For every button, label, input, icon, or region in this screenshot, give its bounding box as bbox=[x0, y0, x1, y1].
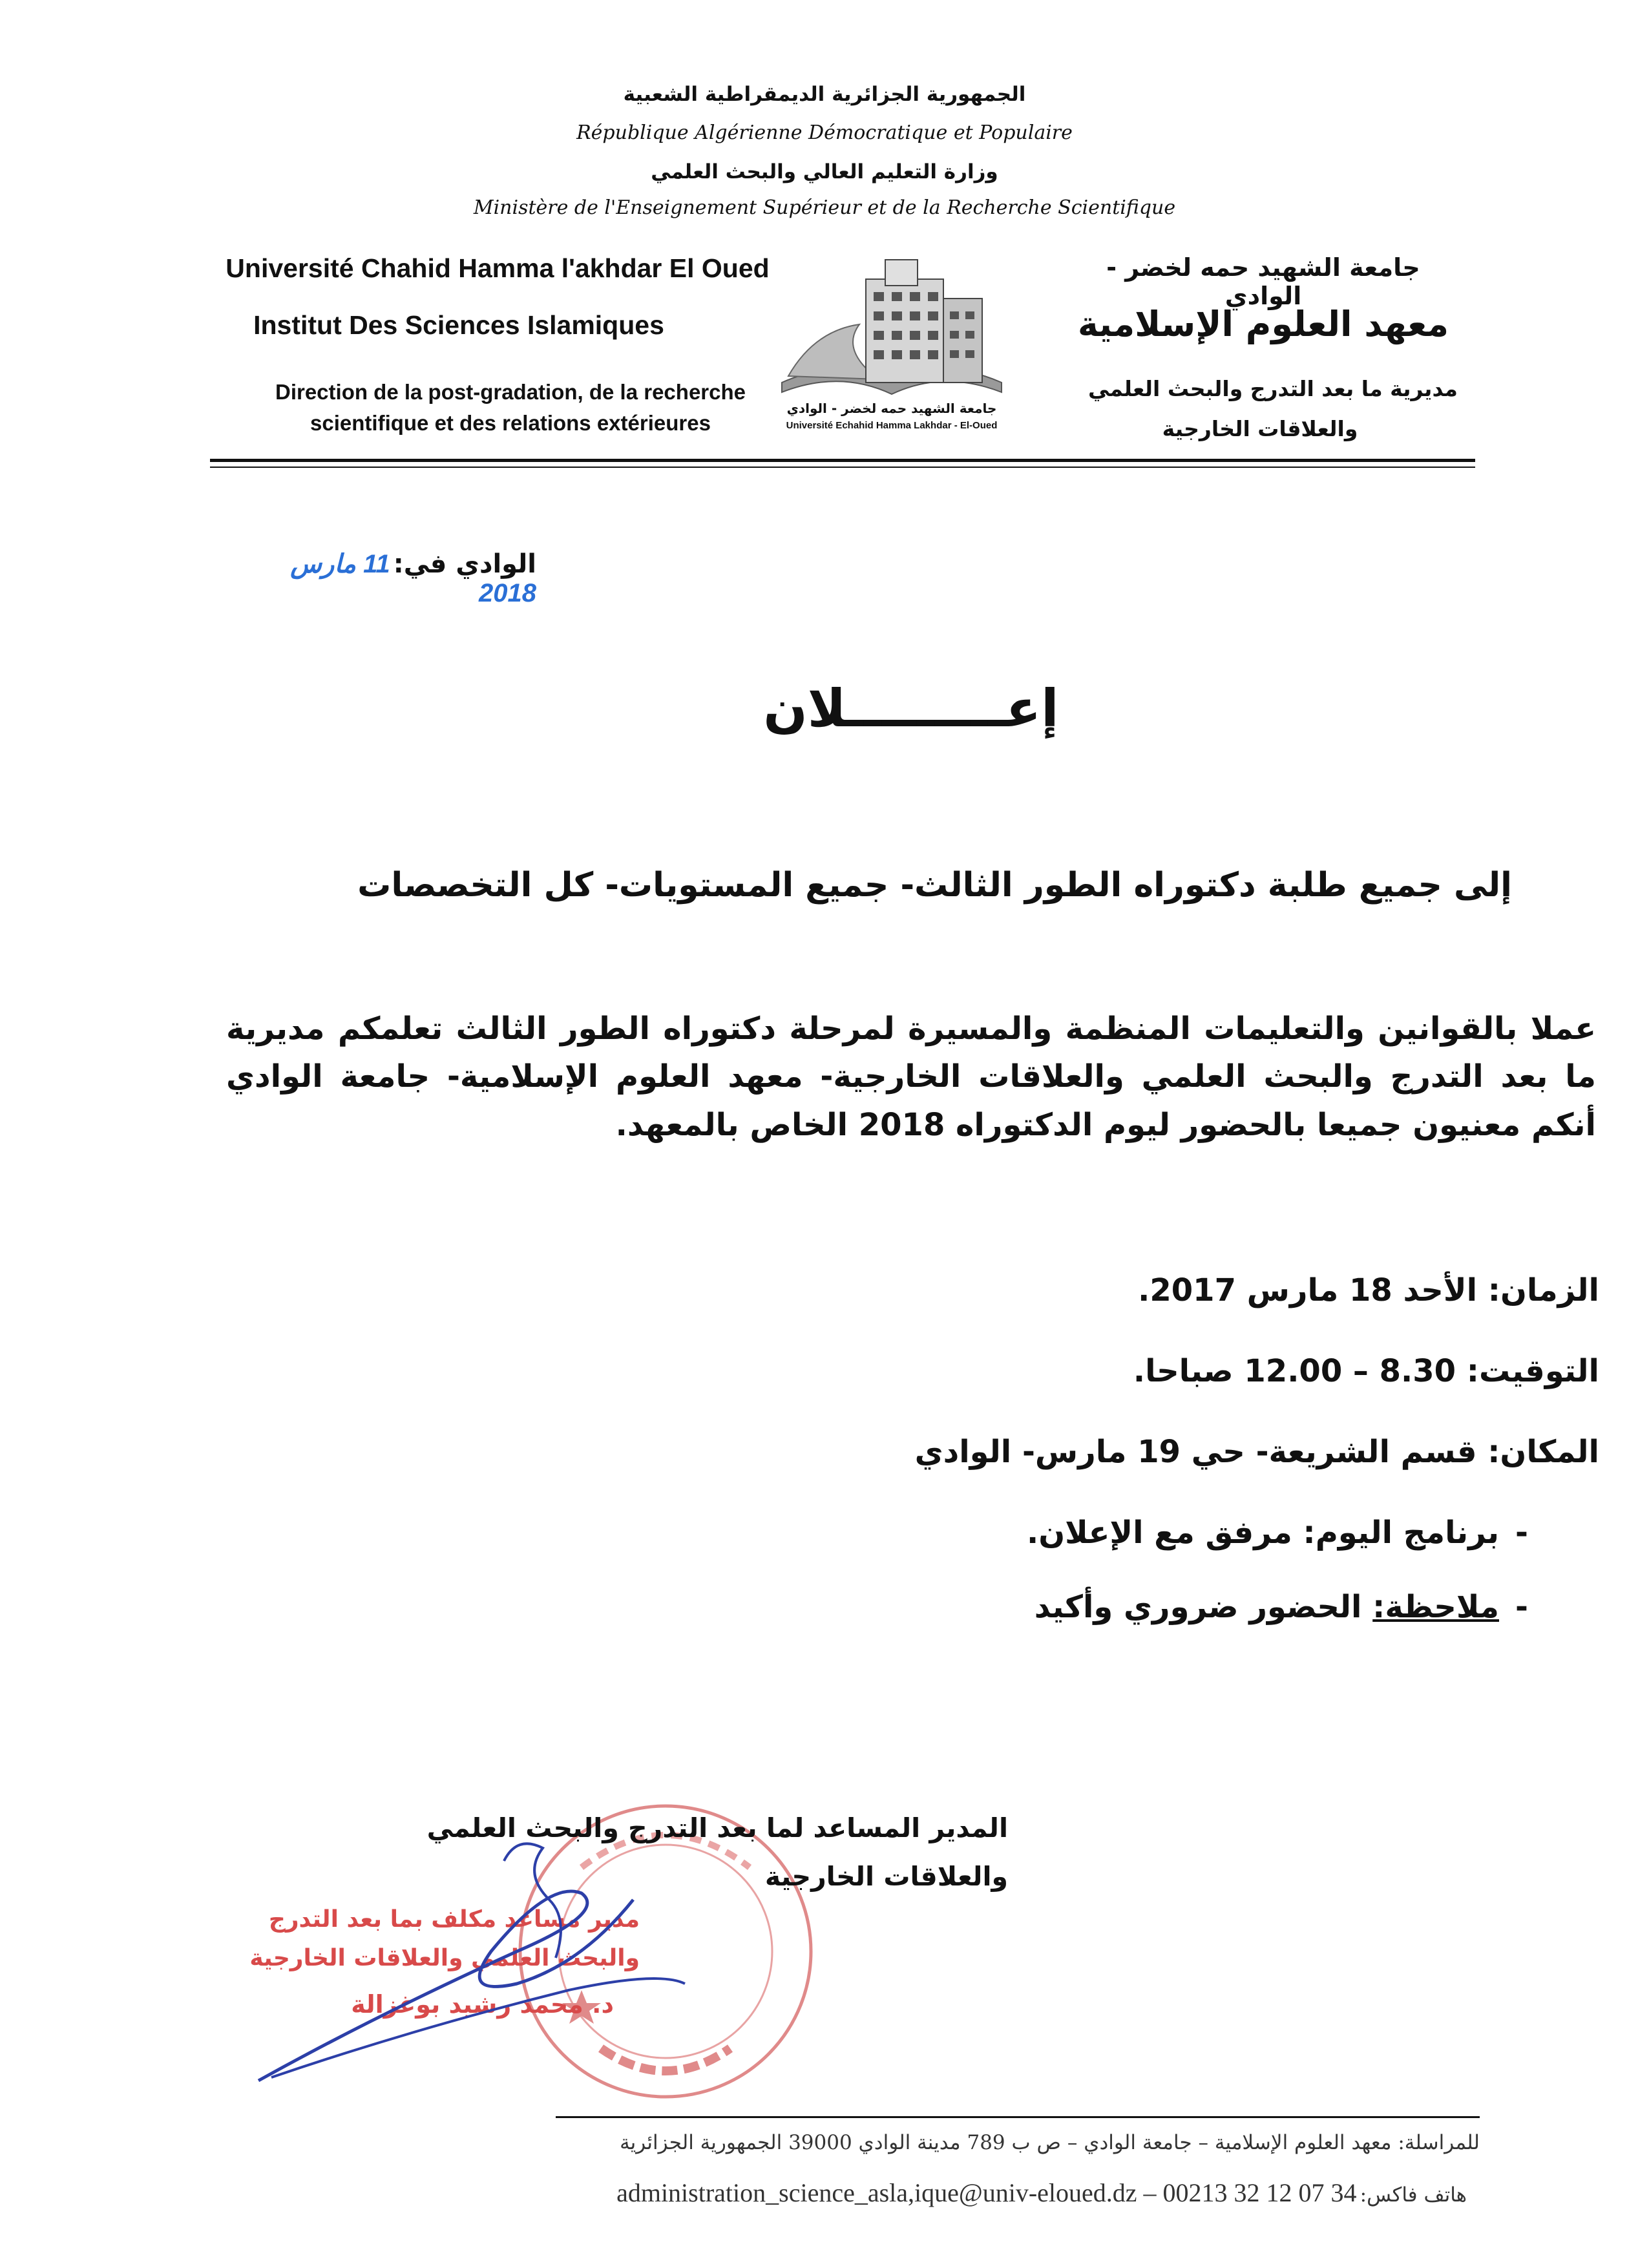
announcement-title: إعـــــــــلان bbox=[763, 678, 1059, 739]
time-label: الزمان: bbox=[1487, 1272, 1599, 1308]
bullet-program bbox=[646, 1512, 1544, 1554]
footer-rule bbox=[556, 2116, 1480, 2118]
bullet-note bbox=[646, 1586, 1544, 1628]
header-rule-thick bbox=[210, 459, 1475, 462]
body-paragraph: عملا بالقوانين والتعليمات المنظمة والمسيرة لمرحلة دكتوراه الطور الثالث تعلمكم مديرية ما بعد التدرج والبحث العلمي والعلاقات الخارجية- معهد العلوم الإسلامية- جامعة الوادي أنكم معنيون جميعا بالحضور ليوم الدكتوراه 2018 الخاص بالمعهد. bbox=[226, 1011, 1596, 1143]
detail-time bbox=[582, 1270, 1599, 1312]
note-value: الحضور ضروري وأكيد bbox=[1034, 1589, 1362, 1625]
logo-caption-french: Université Echahid Hamma Lakhdar - El-Oued bbox=[786, 420, 998, 431]
ministry-french: Ministère de l'Enseignement Supérieur et de la Recherche Scientifique bbox=[473, 196, 1176, 219]
ministry-arabic: وزارة التعليم العالي والبحث العلمي bbox=[651, 160, 998, 184]
note-label: ملاحظة: bbox=[1372, 1589, 1499, 1625]
handwritten-signature-icon bbox=[246, 1822, 698, 2094]
date-handwritten: 11 مارس 2018 bbox=[290, 550, 536, 607]
university-name-french: Université Chahid Hamma l'akhdar El Oued bbox=[226, 253, 770, 283]
institute-name-arabic: معهد العلوم الإسلامية bbox=[1077, 304, 1449, 344]
university-logo-icon bbox=[769, 253, 1014, 402]
republic-french: République Algérienne Démocratique et Populaire bbox=[576, 121, 1073, 144]
signatory-title-line-2: والعلاقات الخارجية bbox=[764, 1861, 1008, 1892]
direction-arabic-line-1: مديرية ما بعد التدرج والبحث العلمي bbox=[1088, 376, 1458, 401]
stamp-name: د. محمد رشيد بوغزالة bbox=[351, 1990, 614, 2019]
institute-name-french: Institut Des Sciences Islamiques bbox=[253, 310, 664, 340]
footer-contact-label: هاتف فاكس: bbox=[1360, 2183, 1467, 2207]
header-rule-thin bbox=[210, 467, 1475, 468]
bullet-dash: - bbox=[1515, 1515, 1528, 1551]
logo-caption-arabic: جامعة الشهيد حمه لخضر - الوادي bbox=[786, 401, 997, 416]
detail-place bbox=[582, 1431, 1599, 1473]
direction-french-line-1: Direction de la post-gradation, de la recherche bbox=[275, 380, 746, 404]
footer-contact: administration_science_asla,ique@univ-eloued.dz – 00213 32 12 07 34 bbox=[616, 2178, 1357, 2207]
recipients-line: إلى جميع طلبة دكتوراه الطور الثالث- جميع المستويات- كل التخصصات bbox=[357, 866, 1512, 905]
footer-address: للمراسلة: معهد العلوم الإسلامية – جامعة الوادي – ص ب 789 مدينة الوادي 39000 الجمهورية الجزائرية bbox=[620, 2131, 1480, 2154]
program-text: برنامج اليوم: مرفق مع الإعلان. bbox=[1026, 1515, 1499, 1551]
detail-hours bbox=[582, 1350, 1599, 1392]
time-value: الأحد 18 مارس 2017. bbox=[1138, 1272, 1478, 1308]
direction-french-line-2: scientifique et des relations extérieures bbox=[310, 411, 711, 435]
bullet-dash: - bbox=[1515, 1589, 1528, 1625]
republic-arabic: الجمهورية الجزائرية الديمقراطية الشعبية bbox=[623, 83, 1026, 106]
university-name-arabic: جامعة الشهيد حمه لخضر - الوادي bbox=[1106, 253, 1420, 310]
date-line bbox=[239, 549, 536, 607]
footer-contact-line bbox=[368, 2178, 1467, 2208]
date-prefix: الوادي في: bbox=[393, 549, 536, 579]
signatory-title-line-1: المدير المساعد لما بعد التدرج والبحث العلمي bbox=[426, 1812, 1008, 1843]
stamp-line-1: مدير مساعد مكلف بما بعد التدرج bbox=[268, 1906, 640, 1933]
university-logo bbox=[769, 253, 1014, 441]
place-value: قسم الشريعة- حي 19 مارس- الوادي bbox=[914, 1434, 1477, 1470]
hours-value: 8.30 – 12.00 صباحا. bbox=[1133, 1353, 1456, 1389]
stamp-line-2: والبحث العلمي والعلاقات الخارجية bbox=[249, 1945, 640, 1971]
place-label: المكان: bbox=[1487, 1434, 1599, 1470]
hours-label: التوقيت: bbox=[1466, 1353, 1599, 1389]
direction-arabic-line-2: والعلاقات الخارجية bbox=[1162, 416, 1358, 441]
